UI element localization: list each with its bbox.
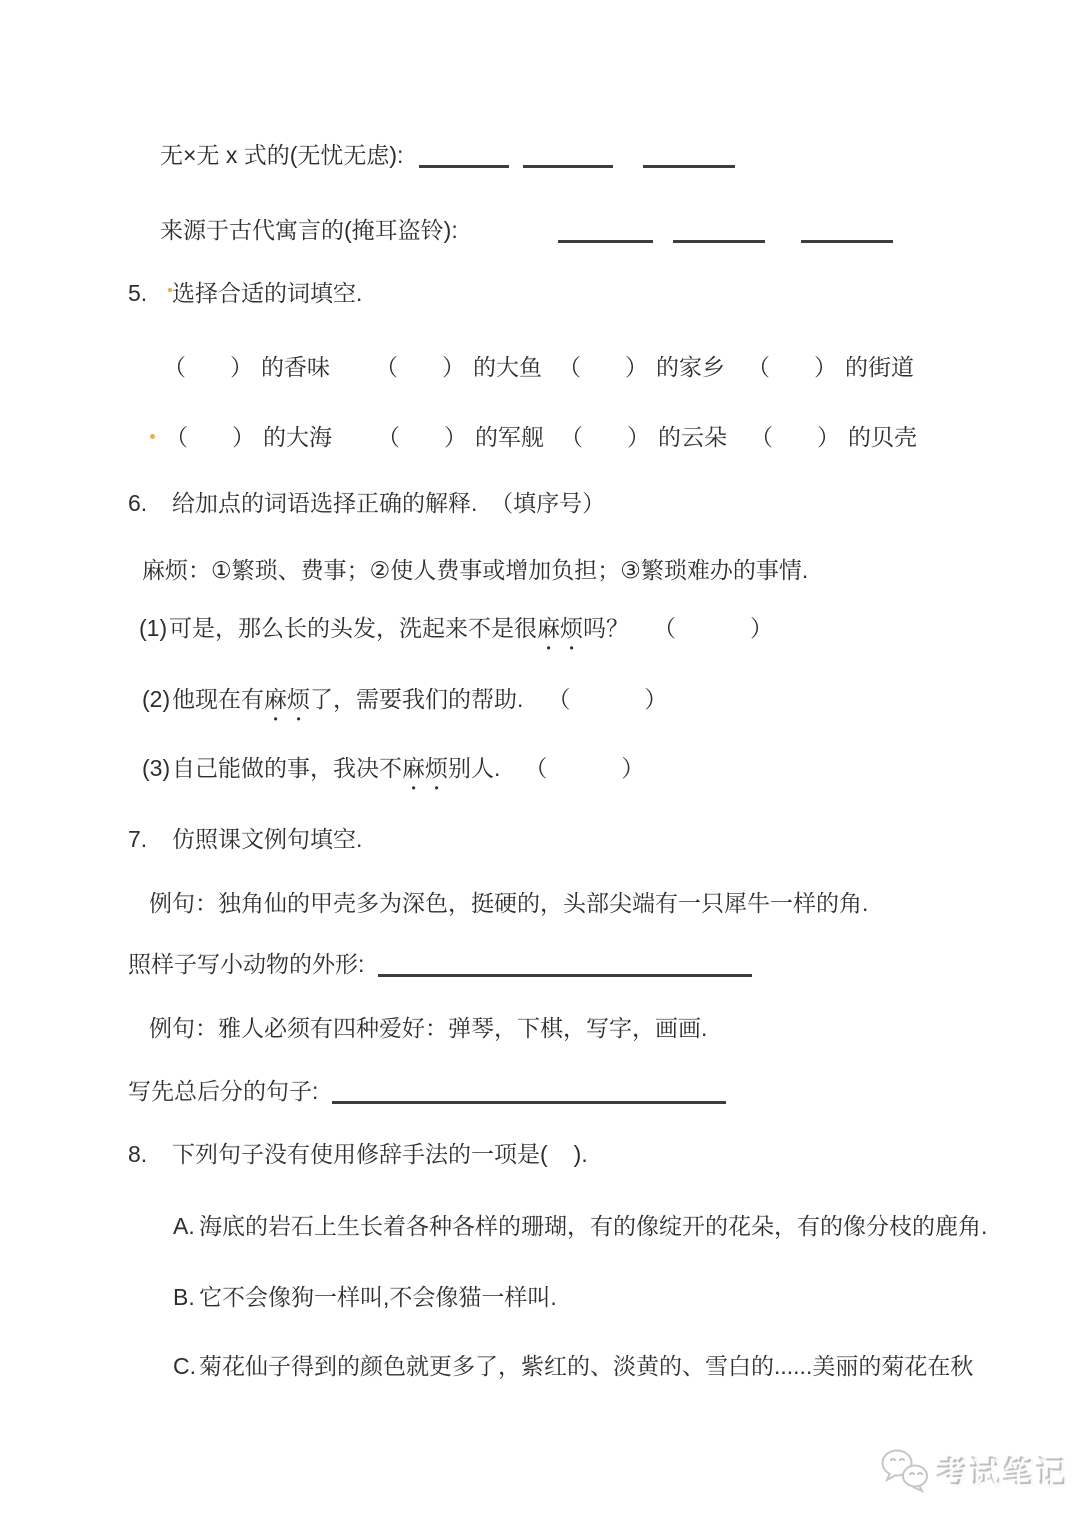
q8-option-c (173, 1352, 973, 1381)
answer-blank (523, 165, 613, 168)
q6-item-1 (139, 614, 773, 655)
paren-open: （ (653, 615, 676, 641)
question-6-header (128, 489, 605, 518)
paren-close: ) (573, 1141, 582, 1167)
answer-blank (419, 165, 509, 168)
paren-open: （ (547, 686, 571, 712)
paren-close: ） (621, 755, 645, 781)
q5-item (560, 419, 727, 452)
q8-option-label: C. (173, 1353, 196, 1379)
question-8-number: 8. (128, 1141, 148, 1167)
q8-option-text: 它不会像狗一样叫,不会像猫一样叫. (199, 1284, 557, 1310)
question-7-header (128, 825, 362, 854)
paren-open: ( (540, 1141, 548, 1167)
q6-item-text: 自己能做的事，我决不 (172, 755, 402, 781)
q8-option-text: 菊花仙子得到的颜色就更多了，紫红的、淡黄的、雪白的......美丽的菊花在秋 (199, 1353, 974, 1379)
q6-item-text: 可是，那么长的头发，洗起来不是很 (169, 615, 537, 641)
q7-example-1: 例句：独角仙的甲壳多为深色，挺硬的，头部尖端有一只犀牛一样的角. (149, 890, 869, 916)
q6-definition: 麻烦：①繁琐、费事；②使人费事或增加负担；③繁琐难办的事情. (142, 557, 809, 583)
answer-blank (378, 974, 752, 977)
q8-option-text: 海底的岩石上生长着各种各样的珊瑚，有的像绽开的花朵，有的像分枝的鹿角. (199, 1213, 988, 1239)
q5-item (375, 349, 542, 382)
scan-speck (168, 288, 172, 292)
q7-example-2: 例句：雅人必须有四种爱好：弹琴，下棋，写字，画画. (149, 1015, 708, 1041)
q6-dotted-word: 麻烦 (537, 615, 583, 641)
q5-word: 的云朵 (658, 424, 727, 450)
question-6-number: 6. (128, 490, 148, 516)
q5-item (165, 419, 332, 452)
q6-item-number: (1) (139, 615, 168, 641)
q5-item (558, 349, 725, 382)
question-7-title: 仿照课文例句填空. (172, 826, 363, 852)
paren-close: ） (444, 424, 467, 450)
q5-item (163, 349, 330, 382)
q8-option-label: B. (173, 1284, 195, 1310)
q5-item (750, 419, 917, 452)
answer-blank (673, 240, 765, 243)
q7-fill-1 (128, 950, 752, 979)
q5-row-2 (0, 419, 1080, 459)
q6-item-text: 别人. (448, 755, 501, 781)
watermark-text: 考试笔记 (938, 1456, 1070, 1492)
question-5-title: 选择合适的词填空. (172, 280, 363, 306)
paren-close: ） (625, 354, 648, 380)
q6-dotted-word: 麻烦 (264, 686, 310, 712)
q8-option-b (173, 1283, 557, 1312)
q6-item-text: 了，需要我们的帮助. (310, 686, 524, 712)
answer-blank (801, 240, 893, 243)
q5-word: 的大鱼 (473, 354, 542, 380)
q6-item-2 (142, 685, 667, 726)
paren-open: （ (165, 424, 188, 450)
paren-close: ） (750, 615, 773, 641)
wechat-bubbles-icon (878, 1448, 930, 1494)
q6-item-3 (142, 754, 644, 795)
paren-close: ） (817, 424, 840, 450)
paren-open: （ (375, 354, 398, 380)
q8-option-label: A. (173, 1213, 195, 1239)
q7-fill-2 (128, 1077, 726, 1106)
question-7-number: 7. (128, 826, 148, 852)
q5-word: 的香味 (261, 354, 330, 380)
paren-open: （ (558, 354, 581, 380)
period: . (581, 1141, 588, 1167)
q5-word: 的贝壳 (848, 424, 917, 450)
pattern-line-1-label: 无×无 x 式的(无忧无虑): (160, 142, 404, 168)
paren-close: ） (230, 354, 253, 380)
q5-item (747, 349, 914, 382)
pattern-line-2 (160, 216, 893, 245)
q5-item (377, 419, 544, 452)
pattern-line-2-label: 来源于古代寓言的(掩耳盗铃): (160, 217, 458, 243)
scan-speck (150, 434, 155, 439)
q5-row-1 (0, 349, 1080, 389)
question-5-header (128, 279, 362, 308)
paren-close: ） (442, 354, 465, 380)
question-5-number: 5. (128, 280, 148, 306)
q6-item-text: 吗？ (583, 615, 629, 641)
paren-close: ） (814, 354, 837, 380)
q6-dotted-word: 麻烦 (402, 755, 448, 781)
q6-item-number: (2) (142, 686, 171, 712)
answer-blank (558, 240, 653, 243)
watermark (878, 1448, 1070, 1494)
paren-open: （ (524, 755, 548, 781)
question-8-header (128, 1140, 588, 1169)
q5-word: 的家乡 (656, 354, 725, 380)
q5-word: 的街道 (845, 354, 914, 380)
q6-item-number: (3) (142, 755, 171, 781)
paren-open: （ (560, 424, 583, 450)
q5-word: 的大海 (263, 424, 332, 450)
question-6-title: 给加点的词语选择正确的解释. （填序号） (172, 490, 606, 516)
paren-open: （ (163, 354, 186, 380)
paren-open: （ (750, 424, 773, 450)
q7-fill-2-label: 写先总后分的句子: (128, 1078, 319, 1104)
question-8-title: 下列句子没有使用修辞手法的一项是 (172, 1141, 540, 1167)
paren-close: ） (627, 424, 650, 450)
answer-blank (643, 165, 735, 168)
paren-open: （ (377, 424, 400, 450)
paren-close: ） (232, 424, 255, 450)
q6-item-text: 他现在有 (172, 686, 264, 712)
q5-word: 的军舰 (475, 424, 544, 450)
paren-close: ） (644, 686, 668, 712)
q8-option-a (173, 1212, 987, 1241)
answer-blank (332, 1101, 726, 1104)
q7-fill-1-label: 照样子写小动物的外形: (128, 951, 365, 977)
paren-open: （ (747, 354, 770, 380)
pattern-line-1 (160, 141, 735, 170)
